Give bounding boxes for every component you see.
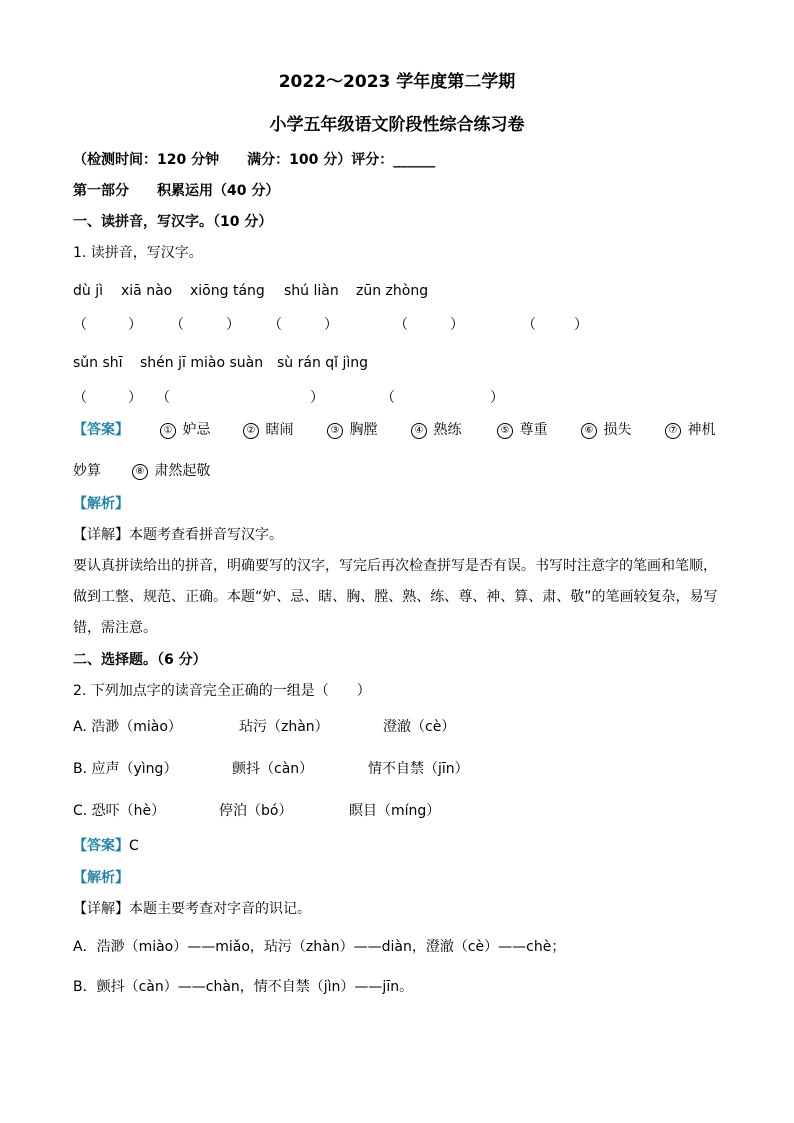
option-b-word3: 情不自禁（jīn） xyxy=(368,761,469,777)
answer-text: 妒忌 xyxy=(182,422,211,438)
answer-text: 胸膛 xyxy=(349,422,378,438)
option-a: A. 浩渺（miào） xyxy=(73,719,182,735)
explanation-1: 要认真拼读给出的拼音，明确要写的汉字，写完后再次检查拼写是否有误。书写时注意字的笔画和笔顺，做到工整、规范、正确。本题“妒、忌、瞎、胸、膛、熟、练、尊、神、算、肃、敬”的笔画较复杂，易写错，需注意。 xyxy=(73,558,718,636)
pinyin-xianao: xiā nào xyxy=(121,283,173,299)
pinyin-xiongtang: xiōng táng xyxy=(190,283,265,299)
blank-2-close: ） xyxy=(226,317,240,333)
analysis-tag-1: 【解析】 xyxy=(73,496,129,512)
number-7-badge: ⑦ xyxy=(665,423,681,439)
answer-item-5 xyxy=(497,420,547,440)
pinyin-zunzhong: zūn zhòng xyxy=(356,283,429,299)
answer-line-q2 xyxy=(73,836,139,856)
blank-5-close: ） xyxy=(574,317,588,333)
blank-7-close: ） xyxy=(310,390,324,406)
number-8-badge: ⑧ xyxy=(132,464,148,480)
detail-2: 【详解】本题主要考查对字音的识记。 xyxy=(73,901,311,917)
blank-8-open: （ xyxy=(381,390,395,406)
option-c: C. 恐吓（hè） xyxy=(73,803,166,819)
section1-title: 一、读拼音，写汉字。（10 分） xyxy=(73,214,273,230)
answer-item-1 xyxy=(160,420,210,440)
blank-3-close: ） xyxy=(324,317,338,333)
blank-4-close: ） xyxy=(450,317,464,333)
answer-text: 尊重 xyxy=(519,422,548,438)
answer-value-q2: C xyxy=(129,838,139,854)
answer-item-4 xyxy=(411,420,461,440)
number-4-badge: ④ xyxy=(411,423,427,439)
answer-text-8: 肃然起敬 xyxy=(154,463,211,479)
answer-item-2 xyxy=(243,420,293,440)
analysis-tag-2: 【解析】 xyxy=(73,870,129,886)
pinyin-dujie: dù jì xyxy=(73,283,103,299)
part1-title: 第一部分 积累运用（40 分） xyxy=(73,183,280,199)
answer-text: 瞎闹 xyxy=(265,422,294,438)
number-6-badge: ⑥ xyxy=(581,423,597,439)
answer-line-2 xyxy=(73,461,210,481)
option-a-word3: 澄澈（cè） xyxy=(383,719,456,735)
blank-6-open: （ xyxy=(73,390,87,406)
blank-5-open: （ xyxy=(522,317,536,333)
option-c-word3: 瞑目（míng） xyxy=(349,803,441,819)
exam-title-term: 2022～2023 学年度第二学期 xyxy=(278,72,516,92)
number-3-badge: ③ xyxy=(327,423,343,439)
answer-item-6 xyxy=(581,420,631,440)
blank-3-open: （ xyxy=(268,317,282,333)
pinyin-shenjimiaosuan: shén jī miào suàn xyxy=(140,355,264,371)
number-2-badge: ② xyxy=(243,423,259,439)
question-2: 2. 下列加点字的读音完全正确的一组是（ ） xyxy=(73,683,371,699)
blank-2-open: （ xyxy=(170,317,184,333)
answer-text-miaosuan: 妙算 xyxy=(73,463,101,479)
exam-title-name: 小学五年级语文阶段性综合练习卷 xyxy=(269,115,525,135)
question-1: 1. 读拼音，写汉字。 xyxy=(73,245,203,261)
exam-info: （检测时间：120 分钟 满分：100 分）评分：______ xyxy=(73,152,436,168)
pinyin-suranqijing: sù rán qǐ jìng xyxy=(277,355,369,371)
blank-1-open: （ xyxy=(73,317,87,333)
blank-8-close: ） xyxy=(490,390,504,406)
answer-item-7 xyxy=(665,420,715,440)
detail-1: 【详解】本题考查看拼音写汉字。 xyxy=(73,527,283,543)
answer-text: 熟练 xyxy=(433,422,462,438)
explain-b: B．颤抖（càn）——chàn，情不自禁（jìn）——jīn。 xyxy=(73,979,414,995)
option-a-word2: 玷污（zhàn） xyxy=(239,719,329,735)
pinyin-sunshi: sǔn shī xyxy=(73,355,123,371)
blank-6-close: ） xyxy=(128,390,142,406)
section2-title: 二、选择题。（6 分） xyxy=(73,652,207,668)
answer-text: 损失 xyxy=(603,422,632,438)
answer-text: 神机 xyxy=(687,422,716,438)
answer-tag-1: 【答案】 xyxy=(73,422,129,438)
number-1-badge: ① xyxy=(160,423,176,439)
option-b: B. 应声（yìng） xyxy=(73,761,178,777)
answer-item-3 xyxy=(327,420,377,440)
option-b-word2: 颤抖（càn） xyxy=(232,761,314,777)
option-c-word2: 停泊（bó） xyxy=(219,803,293,819)
answer-tag-2: 【答案】 xyxy=(73,838,129,854)
pinyin-shulian: shú liàn xyxy=(284,283,339,299)
explain-a: A．浩渺（miào）——miǎo，玷污（zhàn）——diàn，澄澈（cè）——chè； xyxy=(73,939,566,955)
blank-1-close: ） xyxy=(128,317,142,333)
blank-7-open: （ xyxy=(156,390,170,406)
blank-4-open: （ xyxy=(394,317,408,333)
number-5-badge: ⑤ xyxy=(497,423,513,439)
